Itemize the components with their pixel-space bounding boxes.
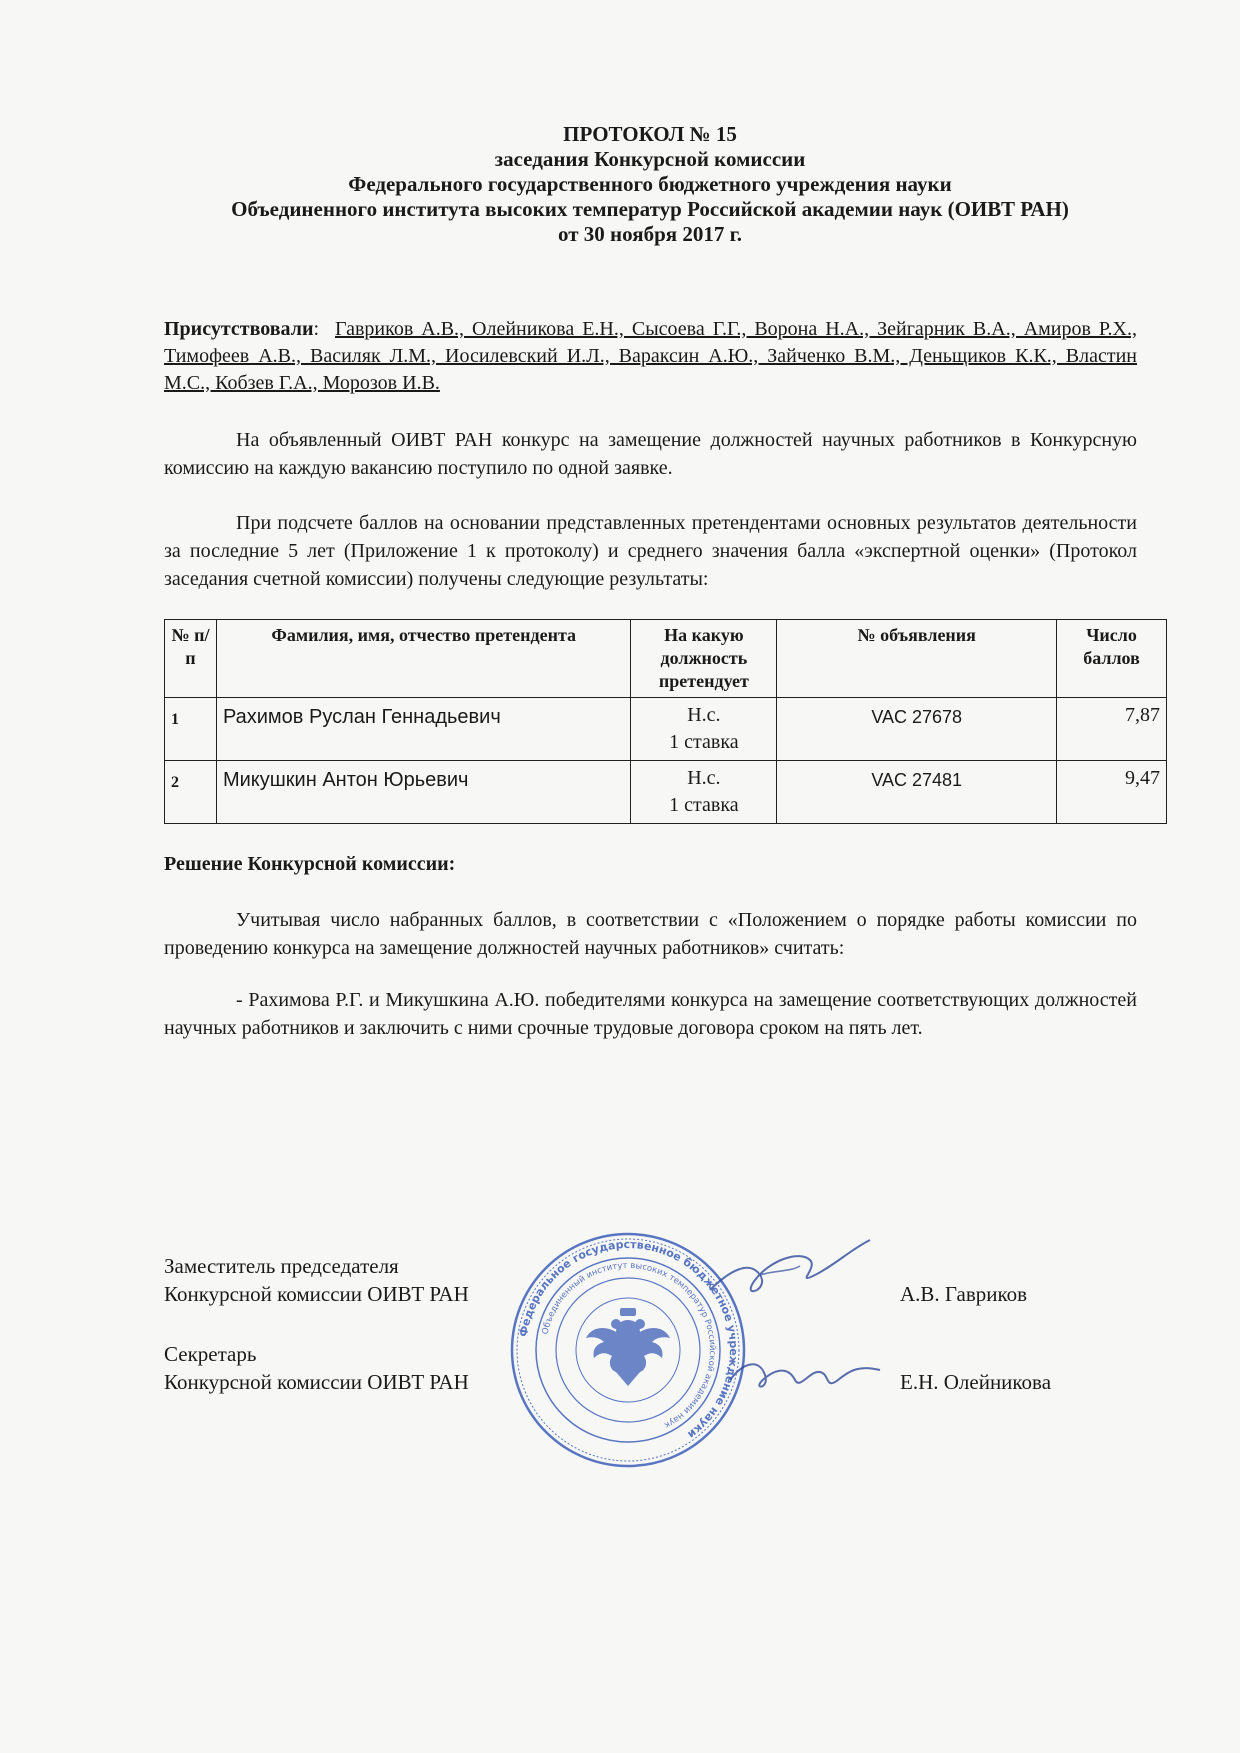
row-num: 2 (165, 761, 217, 824)
decision-paragraph: Учитывая число набранных баллов, в соответствии с «Положением о порядке работы комиссии по проведению конкурса на замещение должностей научных работников» считать: (164, 909, 1137, 959)
deputy-title-line1: Заместитель председателя (164, 1254, 399, 1278)
row-position-rate: 1 ставка (669, 794, 739, 816)
row-fio: Рахимов Руслан Геннадьевич (216, 698, 630, 761)
row-position-title: Н.с. (687, 767, 721, 789)
header-fio: Фамилия, имя, отчество претендента (216, 620, 630, 698)
row-score: 9,47 (1057, 761, 1167, 824)
paragraph-applications: На объявленный ОИВТ РАН конкурс на замещение должностей научных работников в Конкурсную комиссию на каждую вакансию поступило по одной заявке. (164, 429, 1137, 479)
row-position (631, 698, 777, 761)
protocol-subtitle: заседания Конкурсной комиссии (494, 147, 806, 171)
secretary-title-block (164, 1340, 469, 1396)
decision-title: Решение Конкурсной комиссии: (164, 853, 456, 875)
row-vacancy: VAC 27678 (777, 698, 1057, 761)
secretary-title-line1: Секретарь (164, 1342, 257, 1366)
row-position-rate: 1 ставка (669, 731, 739, 753)
header-score: Число баллов (1057, 620, 1167, 698)
header-num: № п/п (165, 620, 217, 698)
secretary-name: Е.Н. Олейникова (900, 1370, 1052, 1394)
attendance-label: Присутствовали (164, 318, 314, 340)
results-table (164, 619, 1167, 824)
table-row (165, 698, 1167, 761)
deputy-signature-icon (700, 1230, 880, 1310)
paragraph-scoring: При подсчете баллов на основании представленных претендентами основных результатов деятельности за последние 5 лет (Приложение 1 к протоколу) и среднего значения балла «экспертной оценки» (Протокол заседания счетной комиссии) получены следующие результаты: (164, 512, 1137, 590)
deputy-title-line2: Конкурсной комиссии ОИВТ РАН (164, 1282, 469, 1306)
table-header-row (165, 620, 1167, 698)
row-position (631, 761, 777, 824)
table-row (165, 761, 1167, 824)
document-header (0, 122, 1240, 247)
protocol-title: ПРОТОКОЛ № 15 (563, 122, 737, 146)
protocol-date: от 30 ноября 2017 г. (557, 222, 743, 246)
institution-line1: Федерального государственного бюджетного учреждения науки (348, 172, 952, 196)
row-position-title: Н.с. (687, 704, 721, 726)
row-num: 1 (165, 698, 217, 761)
deputy-title-block (164, 1252, 469, 1308)
decision-resolution: - Рахимова Р.Г. и Микушкина А.Ю. победителями конкурса на замещение соответствующих должностей научных работников и заключить с ними срочные трудовые договора сроком на пять лет. (164, 989, 1137, 1039)
institution-line2: Объединенного института высоких температур Российской академии наук (ОИВТ РАН) (231, 197, 1069, 221)
attendance-names: Гавриков А.В., Олейникова Е.Н., Сысоева Г.Г., Ворона Н.А., Зейгарник В.А., Амиров Р.Х., Тимофеев А.В., Василяк Л.М., Иосилевский И.Л., Вараксин А.Ю., Зайченко В.М., Деньщиков К.К., Властин М.С., Кобзев Г.А., Морозов И.В. (164, 318, 1138, 394)
row-vacancy: VAC 27481 (777, 761, 1057, 824)
row-fio: Микушкин Антон Юрьевич (216, 761, 630, 824)
seal-inner-text: Объединенный институт высоких температур Российской академии наук (540, 1260, 718, 1431)
secretary-title-line2: Конкурсной комиссии ОИВТ РАН (164, 1370, 469, 1394)
seal-outer-text: Федеральное государственное бюджетное учреждение науки (516, 1237, 741, 1442)
header-vacancy: № объявления (777, 620, 1057, 698)
attendance-block: Присутствовали: Гавриков А.В., Олейникова Е.Н., Сысоева Г.Г., Ворона Н.А., Зейгарник В.А., Амиров Р.Х., Тимофеев А.В., Василяк Л.М., Иосилевский И.Л., Вараксин А.Ю., Зайченко В.М., Деньщиков К.К., Властин М.С., Кобзев Г.А., Морозов И.В. (164, 318, 1138, 394)
row-score: 7,87 (1057, 698, 1167, 761)
deputy-name: А.В. Гавриков (900, 1282, 1028, 1306)
secretary-signature-icon (720, 1340, 890, 1410)
header-position: На какую должность претендует (631, 620, 777, 698)
